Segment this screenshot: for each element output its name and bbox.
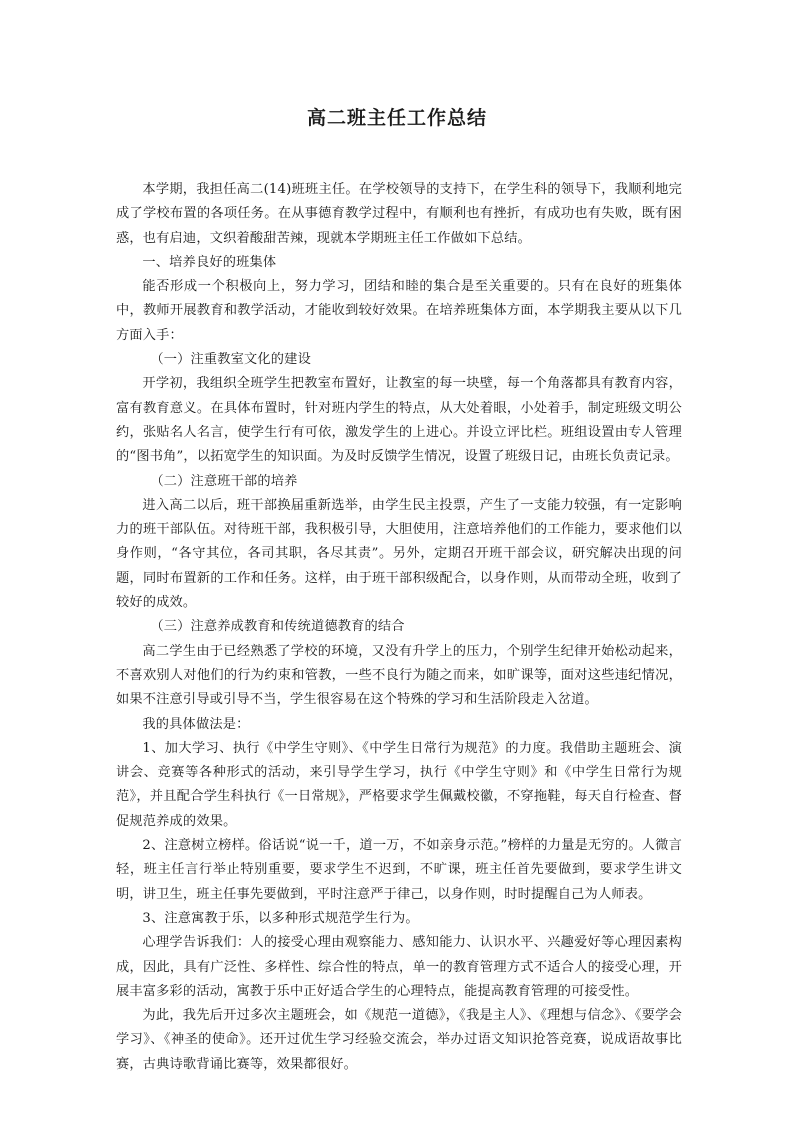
paragraph: 为此，我先后开过多次主题班会，如《规范一道德》，《我是主人》、《理想与信念》、《要学会学习》、《神圣的使命》。还开过优生学习经验交流会，举办过语文知识抢答竞赛，说成语故事比赛，古典诗歌背诵比赛等，效果都很好。 — [116, 1008, 682, 1072]
list-item-1: 1、加大学习、执行《中学生守则》、《中学生日常行为规范》的力度。我借助主题班会、演讲会、竞赛等各种形式的活动，来引导学生学习，执行《中学生守则》和《中学生日常行为规范》，并且配合学生科执行《一日常规》，严格要求学生佩戴校徽，不穿拖鞋，每天自行检查、督促规范养成的效果。 — [116, 740, 682, 829]
paragraph: 能否形成一个积极向上，努力学习，团结和睦的集合是至关重要的。只有在良好的班集体中，教师开展教育和教学活动，才能收到较好效果。在培养班集体方面，本学期我主要从以下几方面入手： — [116, 279, 682, 343]
document-body — [116, 178, 682, 1077]
list-item-2: 2、注意树立榜样。俗话说“说一千，道一万，不如亲身示范。”榜样的力量是无穷的。人微言轻，班主任言行举止特别重要，要求学生不迟到，不旷课，班主任首先要做到，要求学生讲文明，讲卫生，班主任事先要做到，平时注意严于律己，以身作则，时时提醒自己为人师表。 — [116, 838, 682, 902]
paragraph: 高二学生由于已经熟悉了学校的环境，又没有升学上的压力，个别学生纪律开始松动起来，不喜欢别人对他们的行为约束和管教，一些不良行为随之而来，如旷课等，面对这些违纪情况，如果不注意引导或引导不当，学生很容易在这个特殊的学习和生活阶段走入岔道。 — [116, 643, 682, 708]
paragraph: 我的具体做法是： — [142, 716, 250, 732]
paragraph-intro: 本学期，我担任高二(14)班班主任。在学校领导的支持下，在学生科的领导下，我顺利地完成了学校布置的各项任务。在从事德育教学过程中，有顺利也有挫折，有成功也有失败，既有困惑，也有启迪，文织着酸甜苦辣，现就本学期班主任工作做如下总结。 — [116, 182, 682, 246]
paragraph: 心理学告诉我们：人的接受心理由观察能力、感知能力、认识水平、兴趣爱好等心理因素构成，因此，具有广泛性、多样性、综合性的特点，单一的教育管理方式不适合人的接受心理，开展丰富多彩的活动，寓教于乐中正好适合学生的心理特点，能提高教育管理的可接受性。 — [116, 935, 682, 999]
document-title: 高二班主任工作总结 — [306, 107, 487, 129]
paragraph: 进入高二以后，班干部换届重新选举，由学生民主投票，产生了一支能力较强，有一定影响力的班干部队伍。对待班干部，我积极引导，大胆使用，注意培养他们的工作能力，要求他们以身作则，“各守其位，各司其职，各尽其责”。另外，定期召开班干部会议，研究解决出现的问题，同时布置新的工作和任务。这样，由于班干部积级配合，以身作则，从而带动全班，收到了较好的成效。 — [116, 497, 682, 611]
subsection-heading-1: （一）注重教室文化的建设 — [150, 352, 311, 368]
subsection-heading-3: （三）注意养成教育和传统道德教育的结合 — [150, 619, 405, 635]
list-item-3: 3、注意寓教于乐，以多种形式规范学生行为。 — [142, 910, 419, 926]
paragraph: 开学初，我组织全班学生把教室布置好，让教室的每一块壁，每一个角落都具有教育内容，富有教育意义。在具体布置时，针对班内学生的特点，从大处着眼，小处着手，制定班级文明公约，张贴名人名言，使学生行有可依，激发学生的上进心。并设立评比栏。班组设置由专人管理的“图书角”，以拓宽学生的知识面。为及时反馈学生情况，设置了班级日记，由班长负责记录。 — [116, 376, 682, 465]
section-heading-1: 一、培养良好的班集体 — [142, 254, 277, 270]
subsection-heading-2: （二）注意班干部的培养 — [150, 473, 298, 489]
